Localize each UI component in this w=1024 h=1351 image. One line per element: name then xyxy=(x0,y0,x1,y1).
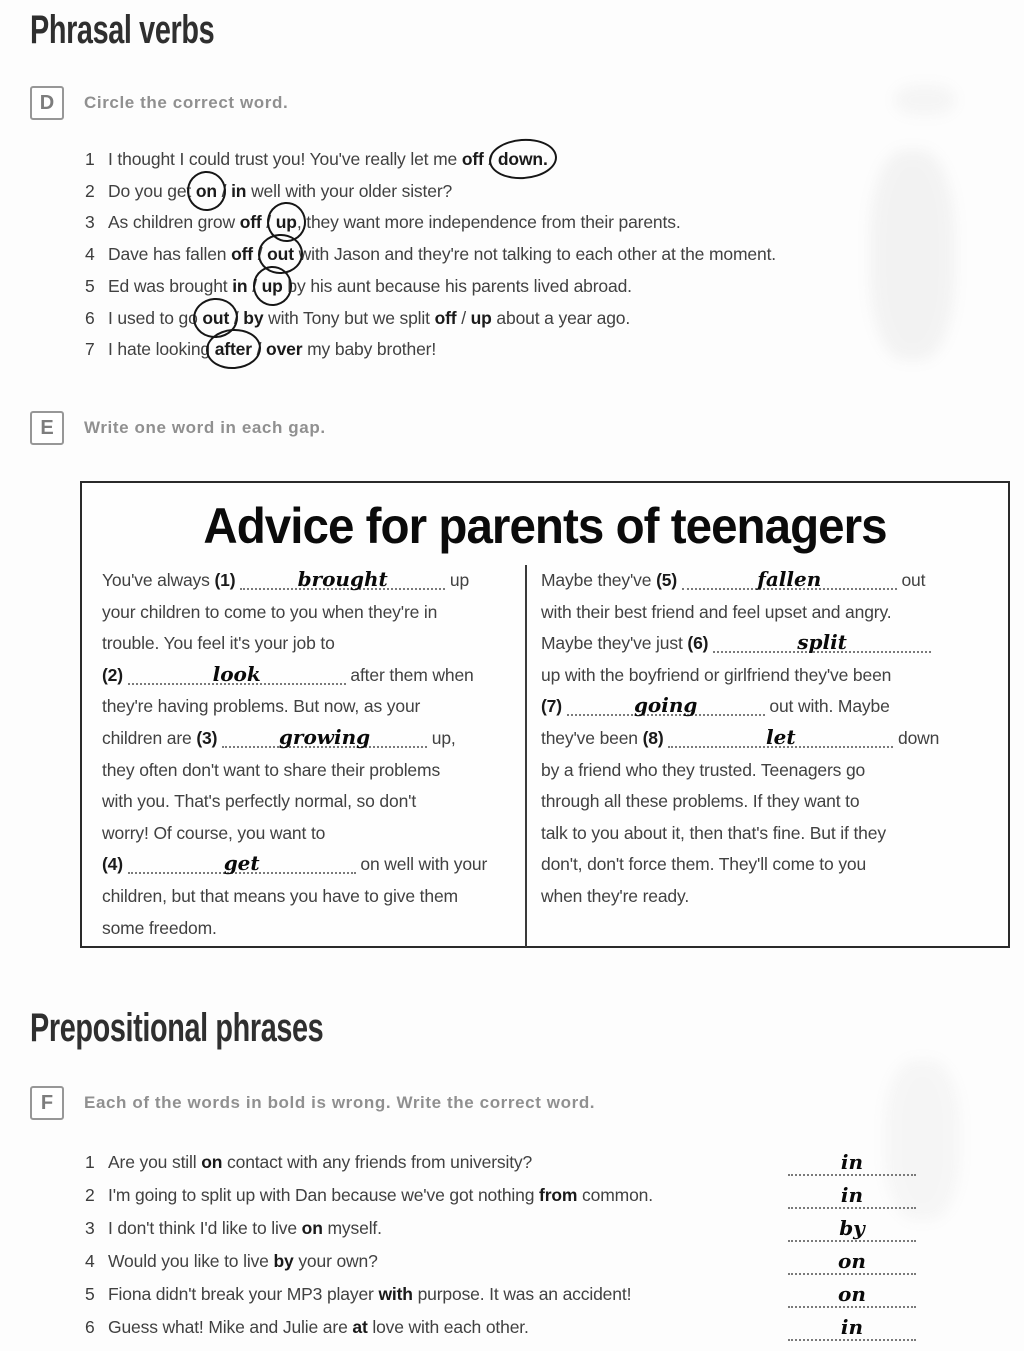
text: about a year ago. xyxy=(491,307,631,328)
article-line xyxy=(541,691,1008,723)
gap-answer: fallen xyxy=(757,567,822,591)
exercise-d-item xyxy=(85,176,1020,208)
exercise-f-item xyxy=(85,1311,955,1344)
gap-answer: look xyxy=(212,661,261,686)
text: with you. That's perfectly normal, so don't xyxy=(102,791,417,812)
exercise-f-item xyxy=(85,1212,955,1245)
scan-artifact xyxy=(895,85,955,115)
item-number: 5 xyxy=(85,275,95,296)
exercise-d-item xyxy=(85,144,1020,176)
text: common. xyxy=(577,1184,653,1205)
article-line xyxy=(102,849,525,881)
bold-word: over xyxy=(266,339,303,360)
bold-word: up xyxy=(470,307,492,328)
text: Fiona didn't break your MP3 player xyxy=(108,1283,379,1304)
exercise-f-item xyxy=(85,1146,955,1179)
text: after them when xyxy=(345,664,474,685)
text: well with your older sister? xyxy=(246,180,453,201)
gap-answer: going xyxy=(633,693,698,718)
text: up, xyxy=(427,727,456,748)
text: I hate looking xyxy=(108,339,215,360)
exercise-d-item xyxy=(85,271,1020,303)
item-number: 6 xyxy=(85,307,95,328)
text: worry! Of course, you want to xyxy=(102,822,326,843)
bold-word: off xyxy=(239,212,262,233)
exercise-d-letter: D xyxy=(30,86,64,120)
text: / xyxy=(456,307,471,328)
article-line xyxy=(541,881,1008,913)
article-line xyxy=(541,597,1008,629)
exercise-f-instruction: Each of the words in bold is wrong. Write the correct word. xyxy=(84,1093,596,1112)
text: Maybe they've xyxy=(541,570,657,590)
gap-blank xyxy=(567,694,765,716)
answer-word: on xyxy=(838,1248,866,1273)
gap-blank xyxy=(682,568,897,590)
bold-word: off xyxy=(461,149,484,169)
text: up xyxy=(445,570,470,590)
gap-answer: split xyxy=(797,630,847,655)
article-title: Advice for parents of teenagers xyxy=(203,498,887,554)
exercise-f-marker xyxy=(30,1086,595,1120)
text: your own? xyxy=(293,1250,378,1271)
bold-word: (6) xyxy=(687,633,709,654)
text: myself. xyxy=(322,1217,382,1238)
bold-word: (7) xyxy=(541,696,562,717)
answer-word: in xyxy=(840,1314,864,1339)
article-line xyxy=(541,786,1008,818)
circled-word: on xyxy=(196,176,217,208)
text: talk to you about it, then that's fine. But if they xyxy=(541,822,886,843)
item-number: 4 xyxy=(85,1250,95,1271)
circled-word: up xyxy=(276,207,297,239)
text: with Jason and they're not talking to each other at the moment. xyxy=(293,244,776,265)
bold-word: in xyxy=(232,275,248,296)
text: children are xyxy=(102,727,197,748)
text: my baby brother! xyxy=(302,339,437,360)
article-line xyxy=(102,755,525,787)
item-number: 4 xyxy=(85,244,95,265)
item-number: 2 xyxy=(85,180,95,201)
text: through all these problems. If they want to xyxy=(541,791,860,812)
bold-word: on xyxy=(301,1217,323,1238)
exercise-d-item xyxy=(85,334,1020,366)
answer-word: by xyxy=(839,1215,865,1240)
text: when they're ready. xyxy=(541,885,690,906)
text: with Tony but we split xyxy=(263,307,435,328)
text: out xyxy=(896,570,926,590)
gap-blank xyxy=(128,852,356,874)
gap-blank xyxy=(713,631,931,653)
bold-word: (8) xyxy=(642,727,664,748)
exercise-f-item xyxy=(85,1179,955,1212)
answer-blank xyxy=(788,1248,916,1275)
answer-word: on xyxy=(838,1281,866,1306)
text: I'm going to split up with Dan because we've got nothing xyxy=(108,1184,540,1205)
answer-blank xyxy=(788,1149,916,1176)
article-box xyxy=(80,481,1010,948)
exercise-d-list xyxy=(85,144,1020,366)
bold-word: (1) xyxy=(214,570,236,590)
text: / xyxy=(251,339,267,360)
article-columns xyxy=(82,565,1008,947)
item-number: 5 xyxy=(85,1283,95,1304)
text: purpose. It was an accident! xyxy=(412,1283,632,1304)
text: some freedom. xyxy=(102,917,217,938)
text: love with each other. xyxy=(367,1316,529,1337)
exercise-f-item xyxy=(85,1278,955,1311)
gap-blank xyxy=(240,568,445,590)
text: they've been xyxy=(541,727,643,748)
item-number: 3 xyxy=(85,1217,95,1238)
article-line xyxy=(102,913,525,945)
bold-word: off xyxy=(231,244,253,265)
text: Dave has fallen xyxy=(108,244,232,265)
exercise-e-marker xyxy=(30,411,326,445)
item-number: 2 xyxy=(85,1184,95,1205)
exercise-d-instruction: Circle the correct word. xyxy=(84,93,289,112)
text: your children to come to you when they're in xyxy=(102,601,438,622)
answer-word: in xyxy=(840,1150,864,1174)
bold-word: (2) xyxy=(102,664,123,685)
text: Would you like to live xyxy=(108,1250,274,1271)
text: they're having problems. But now, as your xyxy=(102,696,421,717)
article-line xyxy=(102,723,525,755)
text: by his aunt because his parents lived abroad. xyxy=(282,275,632,296)
bold-word: from xyxy=(539,1184,578,1205)
text: children, but that means you have to give them xyxy=(102,885,458,906)
text: Guess what! Mike and Julie are xyxy=(108,1316,353,1337)
text: Do you get xyxy=(108,180,196,201)
exercise-e-instruction: Write one word in each gap. xyxy=(84,418,326,437)
gap-blank xyxy=(128,663,346,685)
text: You've always xyxy=(102,570,215,590)
text: they often don't want to share their problems xyxy=(102,759,441,780)
article-left-column xyxy=(82,565,525,947)
item-number: 3 xyxy=(85,212,95,233)
gap-answer: growing xyxy=(278,724,371,749)
exercise-d-item xyxy=(85,207,1020,239)
article-line xyxy=(102,881,525,913)
text: Maybe they've just xyxy=(541,633,688,654)
exercise-f-item xyxy=(85,1245,955,1278)
text: / xyxy=(216,180,232,201)
article-line xyxy=(541,818,1008,850)
gap-answer: brought xyxy=(297,567,388,591)
circled-word: down. xyxy=(498,144,548,176)
article-line xyxy=(102,628,525,660)
text: up with the boyfriend or girlfriend they've been xyxy=(541,664,892,685)
circled-word: up xyxy=(262,271,283,303)
bold-word: at xyxy=(352,1316,368,1337)
article-line xyxy=(541,660,1008,692)
gap-answer: get xyxy=(223,851,260,876)
circled-word: after xyxy=(215,334,252,366)
text: / xyxy=(247,275,262,296)
bold-word: off xyxy=(434,307,457,328)
article-line xyxy=(541,628,1008,660)
answer-word: in xyxy=(840,1182,864,1207)
bold-word: (3) xyxy=(196,727,218,748)
text: contact with any friends from university? xyxy=(222,1152,533,1172)
text: with their best friend and feel upset and angry. xyxy=(541,601,892,622)
text: don't, don't force them. They'll come to you xyxy=(541,854,867,875)
bold-word: on xyxy=(201,1152,223,1172)
text: , they want more independence from their parents. xyxy=(296,212,681,233)
article-line xyxy=(102,597,525,629)
article-line xyxy=(102,691,525,723)
bold-word: by xyxy=(273,1250,294,1271)
article-line xyxy=(102,786,525,818)
circled-word: out xyxy=(267,239,294,271)
exercise-d-item xyxy=(85,303,1020,335)
answer-blank xyxy=(788,1281,916,1308)
bold-word: (4) xyxy=(102,854,123,875)
article-line xyxy=(102,818,525,850)
answer-blank xyxy=(788,1215,916,1242)
text: down xyxy=(893,727,940,748)
bold-word: with xyxy=(378,1283,413,1304)
article-line xyxy=(102,660,525,692)
article-line xyxy=(541,723,1008,755)
article-line xyxy=(541,565,1008,597)
item-number: 7 xyxy=(85,339,95,360)
section-heading-prepositional-phrases: Prepositional phrases xyxy=(30,1006,324,1050)
text: / xyxy=(229,307,244,328)
text: I used to go xyxy=(108,307,203,328)
article-line xyxy=(541,755,1008,787)
exercise-f-letter: F xyxy=(30,1086,64,1120)
text: by a friend who they trusted. Teenagers go xyxy=(541,759,866,780)
gap-blank xyxy=(668,726,893,748)
section-heading-phrasal-verbs: Phrasal verbs xyxy=(30,8,215,52)
item-number: 6 xyxy=(85,1316,95,1337)
item-number: 1 xyxy=(85,1152,95,1172)
bold-word: (5) xyxy=(656,570,678,590)
bold-word: in xyxy=(231,180,247,201)
item-number: 1 xyxy=(85,149,95,169)
text: As children grow xyxy=(108,212,240,233)
bold-word: by xyxy=(243,307,264,328)
text: on well with your xyxy=(355,854,488,875)
text: Ed was brought xyxy=(108,275,233,296)
text: I don't think I'd like to live xyxy=(108,1217,302,1238)
text: / xyxy=(483,149,498,169)
exercise-d-marker xyxy=(30,86,288,120)
exercise-f-list xyxy=(85,1146,955,1343)
text: / xyxy=(261,212,276,233)
gap-answer: let xyxy=(766,724,796,749)
article-right-column xyxy=(525,565,1008,947)
text: I thought I could trust you! You've really let me xyxy=(108,149,462,169)
text: out with. Maybe xyxy=(764,696,890,717)
text: trouble. You feel it's your job to xyxy=(102,633,335,654)
exercise-e-letter: E xyxy=(30,411,64,445)
answer-blank xyxy=(788,1314,916,1341)
exercise-d-item xyxy=(85,239,1020,271)
circled-word: out xyxy=(202,303,229,335)
answer-blank xyxy=(788,1182,916,1209)
text: / xyxy=(253,244,268,265)
article-line xyxy=(102,565,525,597)
gap-blank xyxy=(222,726,427,748)
text: Are you still xyxy=(108,1152,202,1172)
article-line xyxy=(541,849,1008,881)
